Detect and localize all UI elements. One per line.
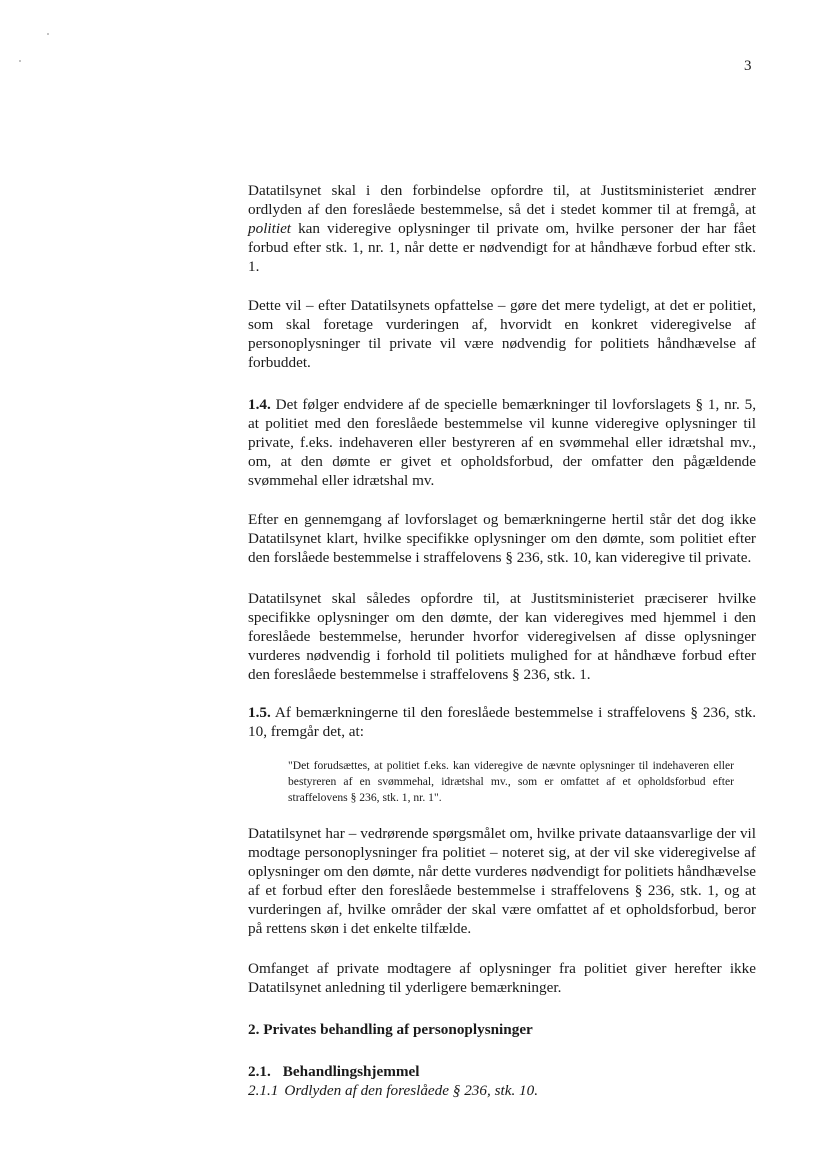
section-number: 1.5. bbox=[248, 704, 271, 721]
document-body bbox=[248, 181, 756, 1100]
subsection-number: 2.1.1 bbox=[248, 1082, 279, 1099]
paragraph-gennemgang: Efter en gennemgang af lovforslaget og bemærkningerne hertil står det dog ikke Datatilsynet klart, hvilke specifikke oplysninger om den dømte, som politiet efter den forslåede bestemmelse i straffelovens § 236, stk. 10, kan videregive til private. bbox=[248, 511, 756, 566]
paragraph-1-5 bbox=[248, 703, 756, 741]
subsection-number: 2.1. bbox=[248, 1063, 271, 1080]
section-number: 1.4. bbox=[248, 396, 271, 413]
block-quote: "Det forudsættes, at politiet f.eks. kan videregive de nævnte oplysninger til indehaveren eller bestyreren af en svømmehal, idrætshal mv., som er omfattet af et opholdsforbud efter straffelovens § 236, stk. 1, nr. 1". bbox=[288, 759, 734, 804]
paragraph-praeciserer: Datatilsynet skal således opfordre til, at Justitsministeriet præciserer hvilke specifikke oplysninger om den dømte, der kan videregives med hjemmel i den foreslåede bestemmelse, herunder hvorfor videregivelsen af disse oplysninger vurderes nødvendig i forhold til politiets mulighed for at håndhæve forbud efter den foreslåede bestemmelse i straffelovens § 236, stk. 1. bbox=[248, 590, 756, 683]
subsection-heading-2-1-1 bbox=[248, 1081, 756, 1100]
emphasis-politiet: politiet bbox=[248, 220, 292, 237]
scan-speck bbox=[19, 60, 21, 62]
subsection-heading-2-1 bbox=[248, 1062, 756, 1081]
paragraph-ordlyd bbox=[248, 181, 756, 276]
paragraph-text: Datatilsynet skal i den forbindelse opfordre til, at Justitsministeriet ændrer ordlyden af den foreslåede bestemmelse, så det i stedet kommer til at fremgå, at bbox=[248, 182, 756, 218]
paragraph-text: kan videregive oplysninger til private om, hvilke personer der har fået forbud efter stk. 1, nr. 1, når dette er nødvendigt for at håndhæve forbud efter stk. 1. bbox=[248, 220, 756, 275]
paragraph-text: Det følger endvidere af de specielle bemærkninger til lovforslagets § 1, nr. 5, at politiet med den foreslåede bestemmelse vil kunne videregive oplysninger til private, f.eks. indehaveren eller bestyreren af en svømmehal eller idrætshal mv., om, at den dømte er givet et opholdsforbud, der omfatter den pågældende svømmehal eller idrætshal mv. bbox=[248, 396, 756, 489]
subsection-title: Ordlyden af den foreslåede § 236, stk. 10. bbox=[284, 1082, 539, 1099]
paragraph-dataansvarlige: Datatilsynet har – vedrørende spørgsmålet om, hvilke private dataansvarlige der vil modtage personoplysninger fra politiet – noteret sig, at der vil ske videregivelse af oplysninger om den dømte, når dette vurderes nødvendigt for politiets håndhævelse af et forbud efter den foreslåede bestemmelse i straffelovens § 236, stk. 1, og at vurderingen af, hvilke områder der skal være omfattet af et opholdsforbud, beror på rettens skøn i det enkelte tilfælde. bbox=[248, 825, 756, 937]
paragraph-1-4 bbox=[248, 395, 756, 490]
paragraph-text: Af bemærkningerne til den foreslåede bestemmelse i straffelovens § 236, stk. 10, fremgår det, at: bbox=[248, 704, 756, 740]
subsection-title: Behandlingshjemmel bbox=[282, 1063, 420, 1080]
paragraph-omfanget: Omfanget af private modtagere af oplysninger fra politiet giver herefter ikke Datatilsynet anledning til yderligere bemærkninger. bbox=[248, 960, 756, 996]
paragraph-tydeligt: Dette vil – efter Datatilsynets opfattelse – gøre det mere tydeligt, at det er politiet, som skal foretage vurderingen af, hvorvidt en konkret videregivelse af personoplysninger til private vil være nødvendig for politiets håndhævelse af forbuddet. bbox=[248, 297, 756, 371]
section-heading-2: 2. Privates behandling af personoplysninger bbox=[248, 1021, 533, 1038]
scan-speck bbox=[47, 33, 49, 35]
page-number: 3 bbox=[744, 58, 752, 74]
